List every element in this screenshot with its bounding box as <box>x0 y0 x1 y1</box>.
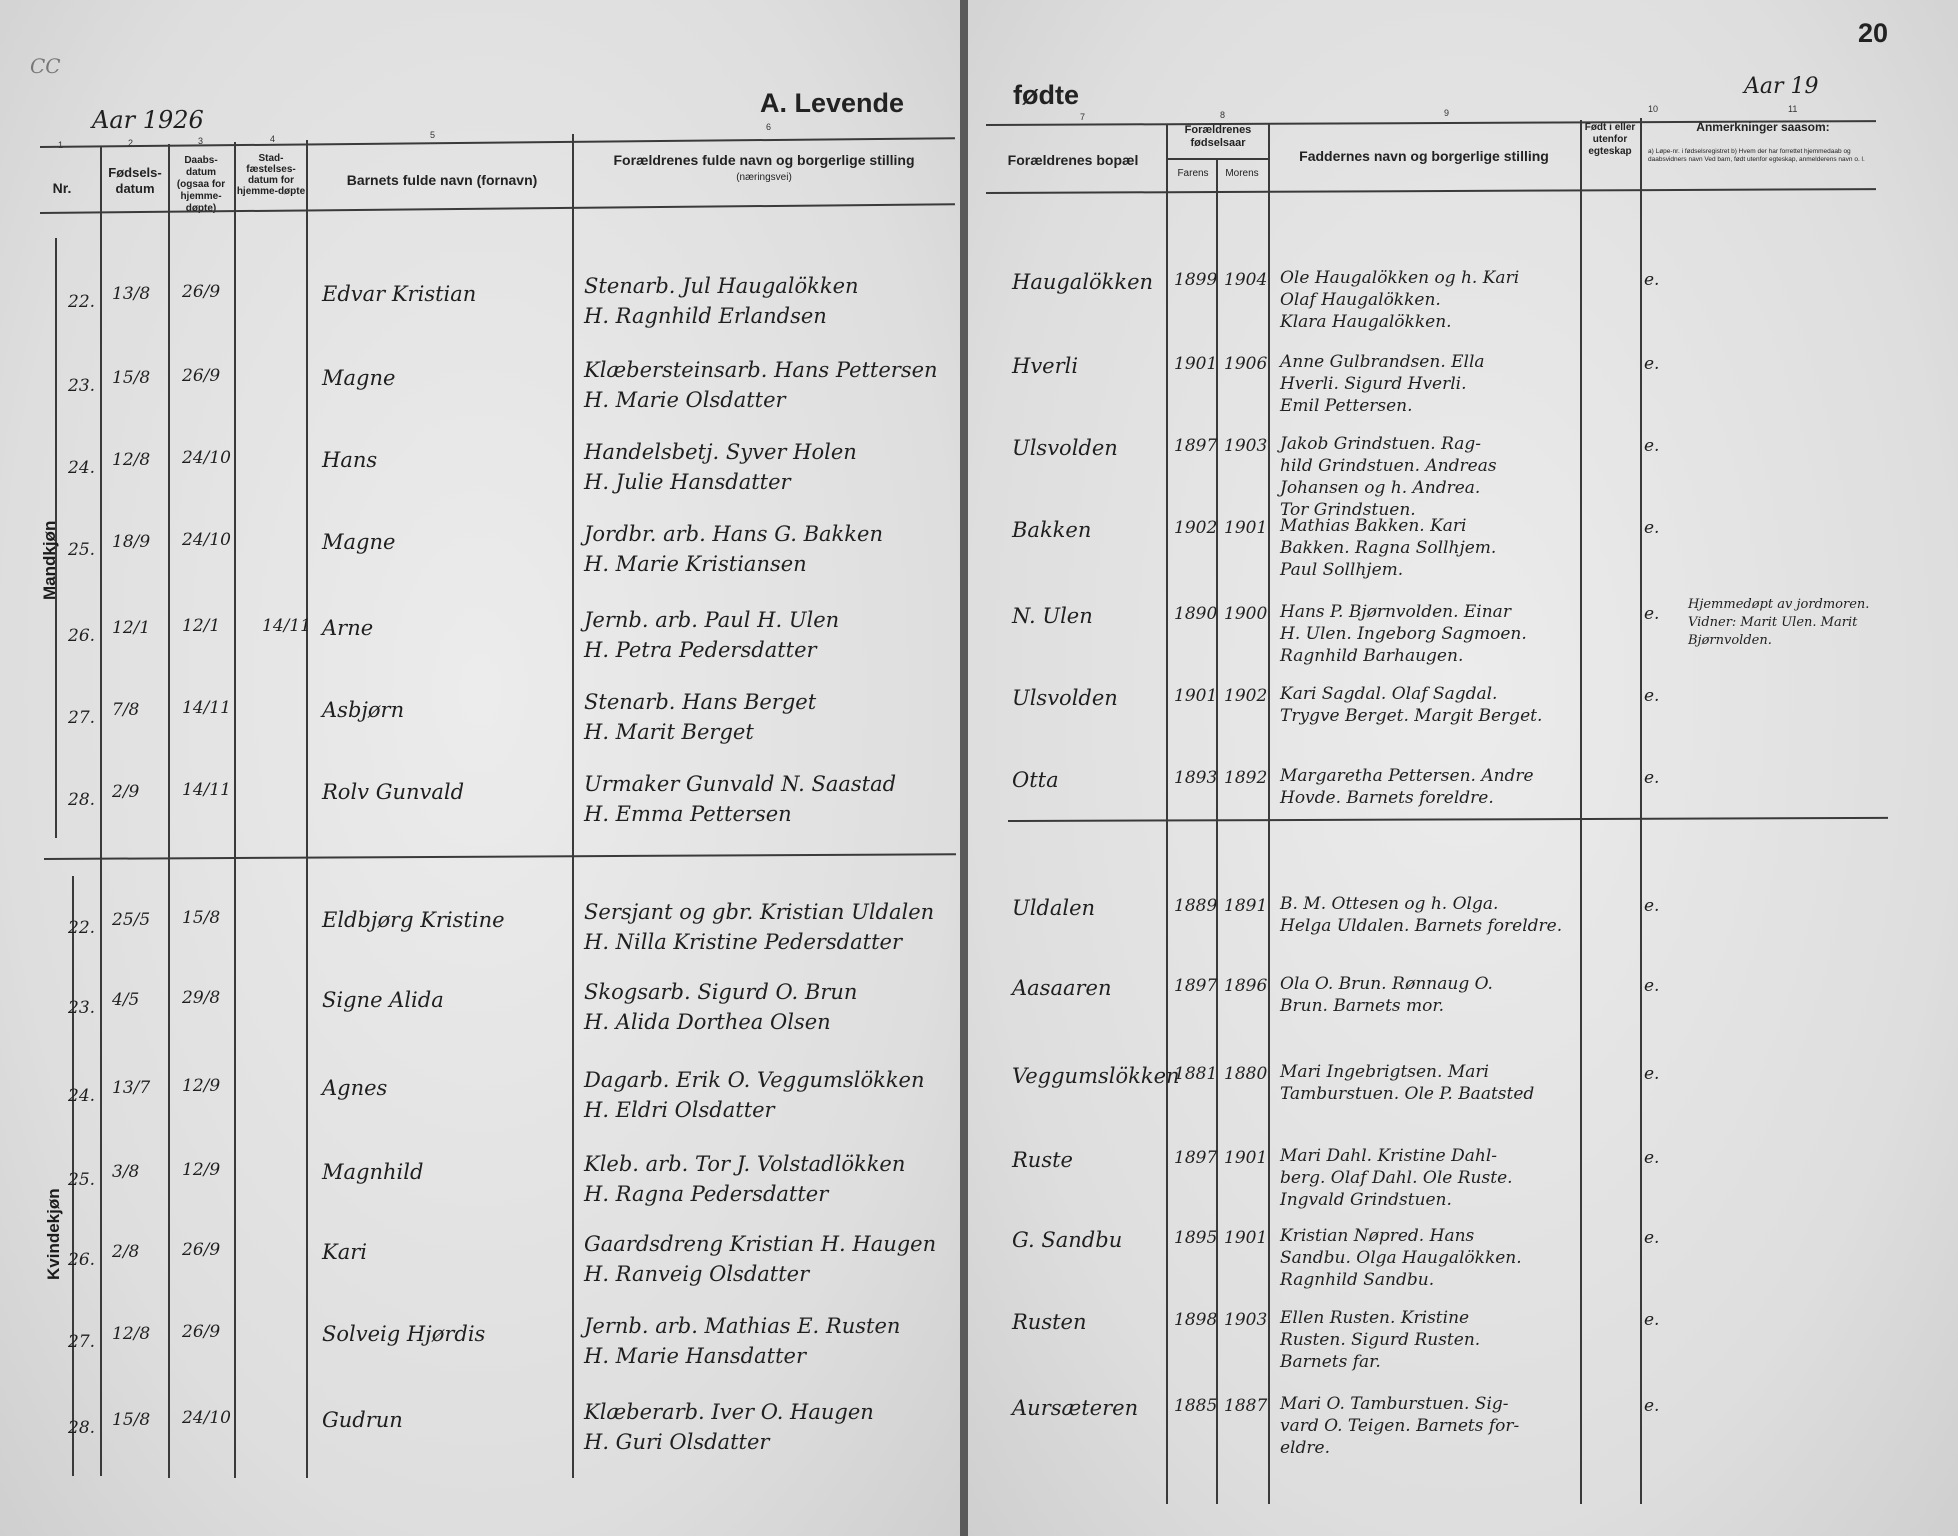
entry-sponsor-line: Trygve Berget. Margit Berget. <box>1280 706 1543 726</box>
entry-sponsor-line: Sandbu. Olga Haugalökken. <box>1280 1248 1522 1268</box>
entry-marital-status: e. <box>1644 1148 1660 1168</box>
entry-marital-status: e. <box>1644 1064 1660 1084</box>
entry-father-year: 1897 <box>1174 1148 1218 1168</box>
entry-birth-date: 12/8 <box>112 1324 151 1344</box>
entry-father-year: 1901 <box>1174 686 1218 706</box>
entry-sponsor-line: hild Grindstuen. Andreas <box>1280 456 1497 476</box>
entry-nr: 27. <box>68 1332 96 1352</box>
entry-nr: 25. <box>68 540 96 560</box>
entry-residence: G. Sandbu <box>1012 1228 1123 1252</box>
entry-baptism-date: 12/1 <box>182 616 221 636</box>
entry-baptism-date: 12/9 <box>182 1076 221 1096</box>
col-morens: Morens <box>1225 168 1259 179</box>
entry-sponsor-line: Emil Pettersen. <box>1280 396 1413 416</box>
entry-sponsor-line: eldre. <box>1280 1438 1330 1458</box>
entry-child-name: Gudrun <box>322 1408 403 1432</box>
entry-father-year: 1902 <box>1174 518 1218 538</box>
entry-parent-line: Stenarb. Jul Haugalökken <box>584 274 859 298</box>
entry-nr: 28. <box>68 790 96 810</box>
entry-father-year: 1899 <box>1174 270 1218 290</box>
entry-birth-date: 13/7 <box>112 1078 151 1098</box>
entry-sponsor-line: vard O. Teigen. Barnets for- <box>1280 1416 1520 1436</box>
entry-sponsor-line: Rusten. Sigurd Rusten. <box>1280 1330 1481 1350</box>
entry-birth-date: 15/8 <box>112 368 151 388</box>
colnum-8: 8 <box>1220 110 1226 120</box>
entry-nr: 27. <box>68 708 96 728</box>
entry-parent-line: H. Alida Dorthea Olsen <box>584 1010 831 1034</box>
entry-parent-line: Dagarb. Erik O. Veggumslökken <box>584 1068 925 1092</box>
entry-nr: 26. <box>68 1250 96 1270</box>
entry-marital-status: e. <box>1644 896 1660 916</box>
entry-residence: Ulsvolden <box>1012 686 1118 710</box>
entry-sponsor-line: Anne Gulbrandsen. Ella <box>1280 352 1485 372</box>
entry-father-year: 1885 <box>1174 1396 1218 1416</box>
entry-baptism-date: 26/9 <box>182 1322 221 1342</box>
entry-marital-status: e. <box>1644 604 1660 624</box>
entry-child-name: Signe Alida <box>322 988 444 1012</box>
colnum-6: 6 <box>766 122 772 132</box>
entry-child-name: Rolv Gunvald <box>322 780 465 804</box>
col-foreldre-sub: (næringsvei) <box>736 172 792 183</box>
entry-father-year: 1893 <box>1174 768 1218 788</box>
entry-remark: Hjemmedøpt av jordmoren. Vidner: Marit Ulen. Marit Bjørnvolden. <box>1688 597 1870 648</box>
entry-baptism-date: 26/9 <box>182 282 221 302</box>
col-barn: Barnets fulde navn (fornavn) <box>346 172 538 188</box>
colnum-3: 3 <box>198 136 204 146</box>
entry-parent-line: Urmaker Gunvald N. Saastad <box>584 772 897 796</box>
entry-nr: 23. <box>68 998 96 1018</box>
entry-mother-year: 1901 <box>1224 1148 1268 1168</box>
entry-nr: 24. <box>68 458 96 478</box>
entry-sponsor-line: Hovde. Barnets foreldre. <box>1280 788 1494 808</box>
entry-sponsor-line: Ole Haugalökken og h. Kari <box>1280 268 1520 288</box>
corner-mark: CC <box>30 54 61 78</box>
entry-mother-year: 1887 <box>1224 1396 1268 1416</box>
entry-residence: Uldalen <box>1012 896 1096 920</box>
entry-nr: 23. <box>68 376 96 396</box>
entry-sponsor-line: Ellen Rusten. Kristine <box>1280 1308 1470 1328</box>
entry-residence: Otta <box>1012 768 1059 792</box>
entry-marital-status: e. <box>1644 1396 1660 1416</box>
colnum-11: 11 <box>1788 104 1798 114</box>
entry-residence: Aasaaren <box>1012 976 1112 1000</box>
entry-mother-year: 1880 <box>1224 1064 1268 1084</box>
entry-marital-status: e. <box>1644 1228 1660 1248</box>
entry-parent-line: H. Nilla Kristine Pedersdatter <box>584 930 902 954</box>
entry-father-year: 1881 <box>1174 1064 1218 1084</box>
entry-mother-year: 1906 <box>1224 354 1268 374</box>
entry-mother-year: 1896 <box>1224 976 1268 996</box>
entry-birth-date: 15/8 <box>112 1410 151 1430</box>
entry-parent-line: Kleb. arb. Tor J. Volstadlökken <box>584 1152 906 1176</box>
entry-child-name: Hans <box>322 448 378 472</box>
entry-mother-year: 1892 <box>1224 768 1268 788</box>
entry-residence: Rusten <box>1012 1310 1087 1334</box>
entry-parent-line: Sersjant og gbr. Kristian Uldalen <box>584 900 935 924</box>
entry-sponsor-line: Mari Ingebrigtsen. Mari <box>1280 1062 1489 1082</box>
entry-sponsor-line: Mathias Bakken. Kari <box>1280 516 1467 536</box>
entry-father-year: 1898 <box>1174 1310 1218 1330</box>
entry-sponsor-line: Johansen og h. Andrea. <box>1280 478 1481 498</box>
entry-parent-line: H. Ranveig Olsdatter <box>584 1262 810 1286</box>
entry-sponsor-line: B. M. Ottesen og h. Olga. <box>1280 894 1499 914</box>
entry-parent-line: Klæberarb. Iver O. Haugen <box>584 1400 874 1424</box>
col-foedsel: Fødsels-datum <box>108 165 162 196</box>
entry-marital-status: e. <box>1644 354 1660 374</box>
entry-sponsor-line: Hverli. Sigurd Hverli. <box>1280 374 1467 394</box>
entry-marital-status: e. <box>1644 768 1660 788</box>
entry-mother-year: 1902 <box>1224 686 1268 706</box>
year-right: Aar 19 <box>1744 74 1819 99</box>
col-foreldre: Forældrenes fulde navn og borgerlige stilling <box>613 152 915 168</box>
entry-sponsor-line: Mari Dahl. Kristine Dahl- <box>1280 1146 1498 1166</box>
entry-parent-line: Jordbr. arb. Hans G. Bakken <box>584 522 883 546</box>
colnum-9: 9 <box>1444 108 1450 118</box>
entry-marital-status: e. <box>1644 1310 1660 1330</box>
entry-nr: 22. <box>68 918 96 938</box>
colnum-4: 4 <box>270 134 276 144</box>
entry-parent-line: Gaardsdreng Kristian H. Haugen <box>584 1232 937 1256</box>
col-nr: Nr. <box>52 180 72 196</box>
entry-baptism-date: 26/9 <box>182 1240 221 1260</box>
entry-father-year: 1895 <box>1174 1228 1218 1248</box>
entry-child-name: Edvar Kristian <box>322 282 477 306</box>
entry-child-name: Magne <box>322 366 396 390</box>
entry-sponsor-line: berg. Olaf Dahl. Ole Ruste. <box>1280 1168 1513 1188</box>
entry-baptism-date: 14/11 <box>182 698 231 718</box>
entry-sponsor-line: Jakob Grindstuen. Rag- <box>1280 434 1482 454</box>
entry-mother-year: 1904 <box>1224 270 1268 290</box>
entry-parent-line: H. Emma Pettersen <box>584 802 792 826</box>
section-male-label: Mandkjøn <box>40 520 59 600</box>
entry-residence: Hverli <box>1012 354 1079 378</box>
entry-nr: 24. <box>68 1086 96 1106</box>
entry-parent-line: H. Marit Berget <box>584 720 754 744</box>
entry-mother-year: 1901 <box>1224 1228 1268 1248</box>
entry-birth-date: 3/8 <box>112 1162 140 1182</box>
entry-birth-date: 25/5 <box>112 910 151 930</box>
entry-parent-line: Stenarb. Hans Berget <box>584 690 817 714</box>
entry-baptism-date: 12/9 <box>182 1160 221 1180</box>
entry-parent-line: H. Guri Olsdatter <box>584 1430 770 1454</box>
entry-nr: 22. <box>68 292 96 312</box>
entry-baptism-date: 29/8 <box>182 988 221 1008</box>
entry-confirmation-date: 14/11 <box>262 616 311 636</box>
entry-sponsor-line: Klara Haugalökken. <box>1280 312 1452 332</box>
entry-child-name: Eldbjørg Kristine <box>322 908 505 932</box>
entry-residence: Veggumslökken <box>1012 1064 1180 1088</box>
entry-parent-line: H. Petra Pedersdatter <box>584 638 817 662</box>
col-stad: Stad-fæstelses-datum for hjemme-døpte <box>236 153 306 197</box>
entry-sponsor-line: Barnets far. <box>1280 1352 1381 1372</box>
entry-sponsor-line: Bakken. Ragna Sollhjem. <box>1280 538 1497 558</box>
entry-marital-status: e. <box>1644 436 1660 456</box>
entry-mother-year: 1900 <box>1224 604 1268 624</box>
entry-birth-date: 2/9 <box>112 782 140 802</box>
entry-baptism-date: 24/10 <box>182 530 231 550</box>
entry-sponsor-line: Hans P. Bjørnvolden. Einar <box>1280 602 1511 622</box>
entry-child-name: Asbjørn <box>322 698 405 722</box>
entry-sponsor-line: Mari O. Tamburstuen. Sig- <box>1280 1394 1509 1414</box>
entry-mother-year: 1903 <box>1224 436 1268 456</box>
entry-parent-line: H. Marie Olsdatter <box>584 388 786 412</box>
entry-sponsor-line: Ola O. Brun. Rønnaug O. <box>1280 974 1493 994</box>
entry-parent-line: Jernb. arb. Paul H. Ulen <box>584 608 840 632</box>
entry-father-year: 1889 <box>1174 896 1218 916</box>
entry-sponsor-line: Margaretha Pettersen. Andre <box>1280 766 1534 786</box>
entry-nr: 26. <box>68 626 96 646</box>
entry-father-year: 1897 <box>1174 436 1218 456</box>
entry-nr: 28. <box>68 1418 96 1438</box>
book-gutter <box>960 0 968 1536</box>
entry-residence: Aursæteren <box>1012 1396 1139 1420</box>
entry-marital-status: e. <box>1644 270 1660 290</box>
entry-parent-line: Skogsarb. Sigurd O. Brun <box>584 980 858 1004</box>
entry-birth-date: 7/8 <box>112 700 140 720</box>
entry-residence: N. Ulen <box>1012 604 1093 628</box>
left-page <box>0 0 960 1536</box>
entry-sponsor-line: Olaf Haugalökken. <box>1280 290 1441 310</box>
entry-child-name: Solveig Hjørdis <box>322 1322 486 1346</box>
entry-sponsor-line: Ingvald Grindstuen. <box>1280 1190 1452 1210</box>
entry-residence: Haugalökken <box>1012 270 1154 294</box>
entry-birth-date: 4/5 <box>112 990 140 1010</box>
entry-baptism-date: 24/10 <box>182 1408 231 1428</box>
entry-baptism-date: 26/9 <box>182 366 221 386</box>
right-page <box>968 0 1958 1536</box>
col-anmerk-sub: a) Løpe-nr. i fødselsregistret b) Hvem der har forrettet hjemmedaab og daabsvidners navn Ved barn, født utenfor egteskap, anmelderens navn o. l. <box>1648 148 1865 163</box>
entry-sponsor-line: Kristian Nøpred. Hans <box>1280 1226 1475 1246</box>
entry-sponsor-line: Ragnhild Barhaugen. <box>1280 646 1464 666</box>
entry-mother-year: 1903 <box>1224 1310 1268 1330</box>
col-utenfor: Født i eller utenfor egteskap <box>1584 122 1636 157</box>
entry-baptism-date: 24/10 <box>182 448 231 468</box>
entry-marital-status: e. <box>1644 686 1660 706</box>
entry-mother-year: 1891 <box>1224 896 1268 916</box>
entry-sponsor-line: Tor Grindstuen. <box>1280 500 1416 520</box>
entry-child-name: Arne <box>322 616 374 640</box>
entry-sponsor-line: Brun. Barnets mor. <box>1280 996 1445 1016</box>
page-number: 20 <box>1858 18 1889 48</box>
entry-parent-line: H. Marie Kristiansen <box>584 552 807 576</box>
colnum-5: 5 <box>430 130 436 140</box>
entry-sponsor-line: H. Ulen. Ingeborg Sagmoen. <box>1280 624 1527 644</box>
entry-parent-line: H. Ragnhild Erlandsen <box>584 304 827 328</box>
entry-child-name: Kari <box>322 1240 367 1264</box>
entry-parent-line: H. Ragna Pedersdatter <box>584 1182 829 1206</box>
entry-father-year: 1890 <box>1174 604 1218 624</box>
entry-father-year: 1897 <box>1174 976 1218 996</box>
entry-birth-date: 18/9 <box>112 532 151 552</box>
colnum-2: 2 <box>128 138 134 148</box>
entry-birth-date: 12/8 <box>112 450 151 470</box>
entry-sponsor-line: Tamburstuen. Ole P. Baatsted <box>1280 1084 1535 1104</box>
entry-residence: Bakken <box>1012 518 1092 542</box>
title-fodte: fødte <box>1013 80 1079 110</box>
entry-child-name: Magne <box>322 530 396 554</box>
entry-marital-status: e. <box>1644 518 1660 538</box>
entry-sponsor-line: Helga Uldalen. Barnets foreldre. <box>1280 916 1563 936</box>
col-farens: Farens <box>1177 168 1209 179</box>
entry-baptism-date: 15/8 <box>182 908 221 928</box>
entry-birth-date: 12/1 <box>112 618 151 638</box>
col-anmerk: Anmerkninger saasom: <box>1696 120 1830 134</box>
entry-father-year: 1901 <box>1174 354 1218 374</box>
entry-birth-date: 13/8 <box>112 284 151 304</box>
entry-birth-date: 2/8 <box>112 1242 140 1262</box>
col-daab: Daabs-datum (ogsaa for hjemme-døpte) <box>176 155 226 214</box>
entry-baptism-date: 14/11 <box>182 780 231 800</box>
col-bopael: Forældrenes bopæl <box>1007 152 1139 168</box>
colnum-7: 7 <box>1080 112 1086 122</box>
entry-sponsor-line: Paul Sollhjem. <box>1280 560 1404 580</box>
year-left: Aar 1926 <box>92 106 204 134</box>
col-fodselsaar: Forældrenes fødselsaar <box>1184 124 1252 149</box>
entry-child-name: Agnes <box>322 1076 388 1100</box>
section-female-label: Kvindekjøn <box>44 1188 63 1280</box>
entry-residence: Ruste <box>1012 1148 1073 1172</box>
entry-marital-status: e. <box>1644 976 1660 996</box>
col-faddere: Faddernes navn og borgerlige stilling <box>1299 148 1549 164</box>
entry-residence: Ulsvolden <box>1012 436 1118 460</box>
entry-parent-line: Jernb. arb. Mathias E. Rusten <box>584 1314 901 1338</box>
entry-mother-year: 1901 <box>1224 518 1268 538</box>
entry-parent-line: Klæbersteinsarb. Hans Pettersen <box>584 358 938 382</box>
title-levende: A. Levende <box>760 88 905 118</box>
entry-parent-line: H. Eldri Olsdatter <box>584 1098 775 1122</box>
entry-parent-line: H. Julie Hansdatter <box>584 470 791 494</box>
entry-sponsor-line: Ragnhild Sandbu. <box>1280 1270 1435 1290</box>
colnum-10: 10 <box>1648 104 1659 114</box>
entry-parent-line: H. Marie Hansdatter <box>584 1344 806 1368</box>
entry-parent-line: Handelsbetj. Syver Holen <box>584 440 857 464</box>
entry-nr: 25. <box>68 1170 96 1190</box>
entry-sponsor-line: Kari Sagdal. Olaf Sagdal. <box>1280 684 1498 704</box>
entry-child-name: Magnhild <box>322 1160 424 1184</box>
